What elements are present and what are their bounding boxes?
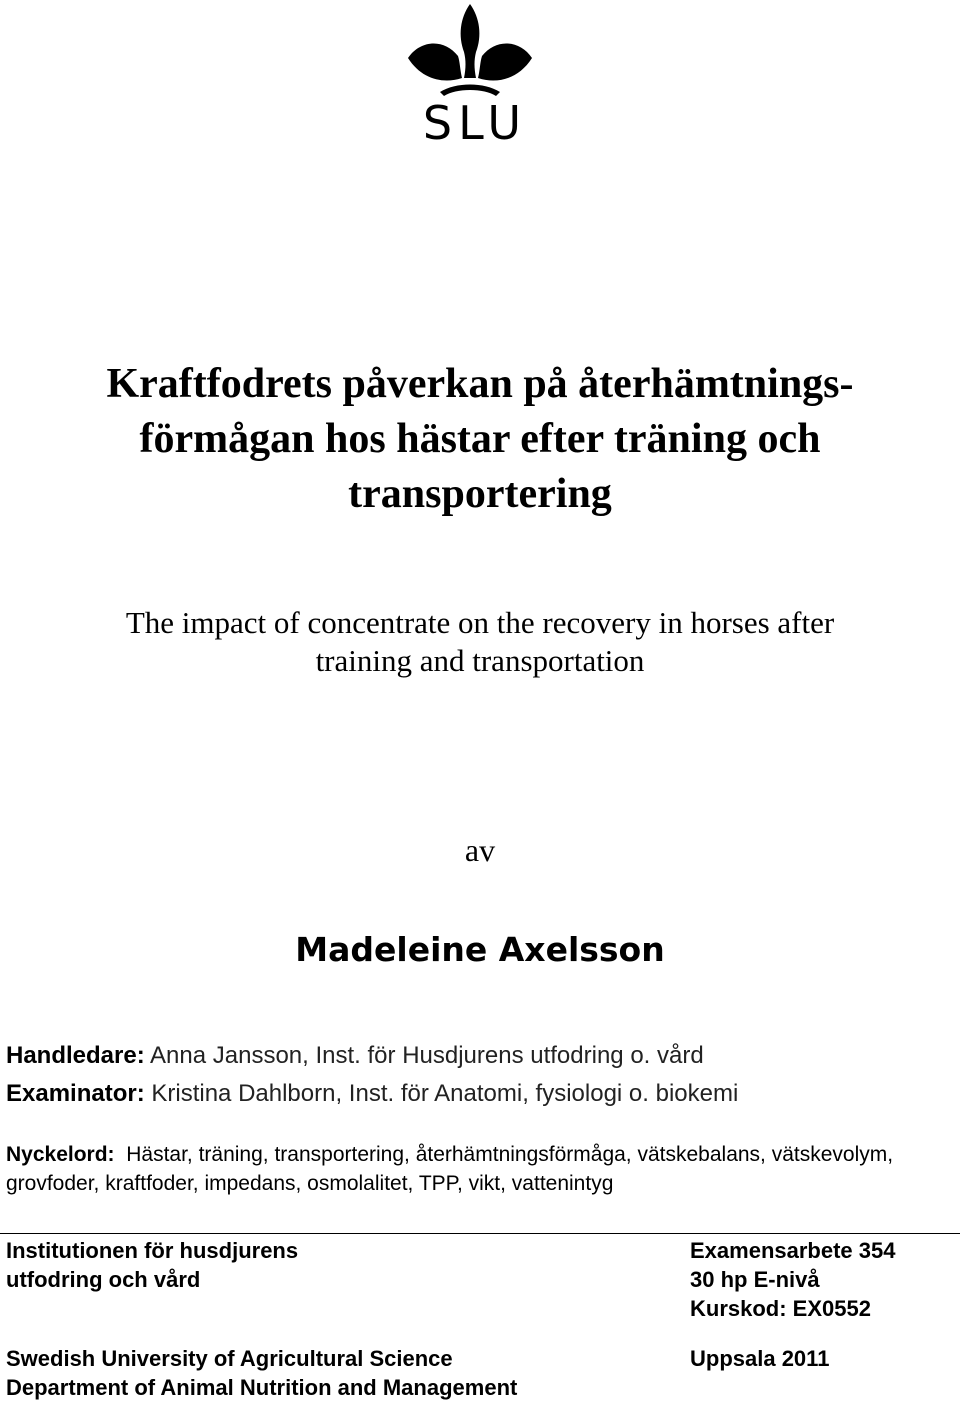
thesis-info <box>690 1236 895 1323</box>
title-swedish <box>0 357 960 522</box>
title-english-line: The impact of concentrate on the recovery in horses after <box>125 605 835 640</box>
university: Swedish University of Agricultural Science <box>6 1346 453 1371</box>
keywords-label: Nyckelord: <box>6 1143 115 1166</box>
keywords <box>6 1140 956 1198</box>
supervisor-row <box>6 1042 704 1070</box>
examiner-label: Examinator: <box>6 1080 145 1107</box>
title-swedish-line: transportering <box>348 471 612 517</box>
supervisor-value: Anna Jansson, Inst. för Husdjurens utfodring o. vård <box>150 1042 704 1069</box>
divider <box>0 1233 960 1234</box>
place-year: Uppsala 2011 <box>690 1346 830 1371</box>
institution-line: Institutionen för husdjurens <box>6 1238 299 1263</box>
title-english <box>0 604 960 680</box>
title-english-line: training and transportation <box>315 643 645 678</box>
supervisor-label: Handledare: <box>6 1042 145 1069</box>
course-code: Kurskod: EX0552 <box>690 1296 871 1321</box>
examiner-value: Kristina Dahlborn, Inst. för Anatomi, fysiologi o. biokemi <box>151 1080 739 1107</box>
logo-text: SLU <box>422 96 528 150</box>
thesis-number: Examensarbete 354 <box>690 1238 896 1263</box>
institution-line: utfodring och vård <box>6 1267 201 1292</box>
institution <box>6 1236 298 1294</box>
thesis-credits: 30 hp E-nivå <box>690 1267 820 1292</box>
title-swedish-line: förmågan hos hästar efter träning och <box>139 416 821 462</box>
department: Department of Animal Nutrition and Management <box>6 1375 518 1400</box>
keywords-value: Hästar, träning, transportering, återhämtningsförmåga, vätskebalans, vätskevolym, grovfoder, kraftfoder, impedans, osmolalitet, TPP, vikt, vattenintyg <box>6 1143 894 1195</box>
by-label: av <box>464 832 496 868</box>
author-name: Madeleine Axelsson <box>295 930 665 969</box>
title-swedish-line: Kraftfodrets påverkan på återhämtnings- <box>106 361 854 407</box>
examiner-row <box>6 1080 738 1108</box>
